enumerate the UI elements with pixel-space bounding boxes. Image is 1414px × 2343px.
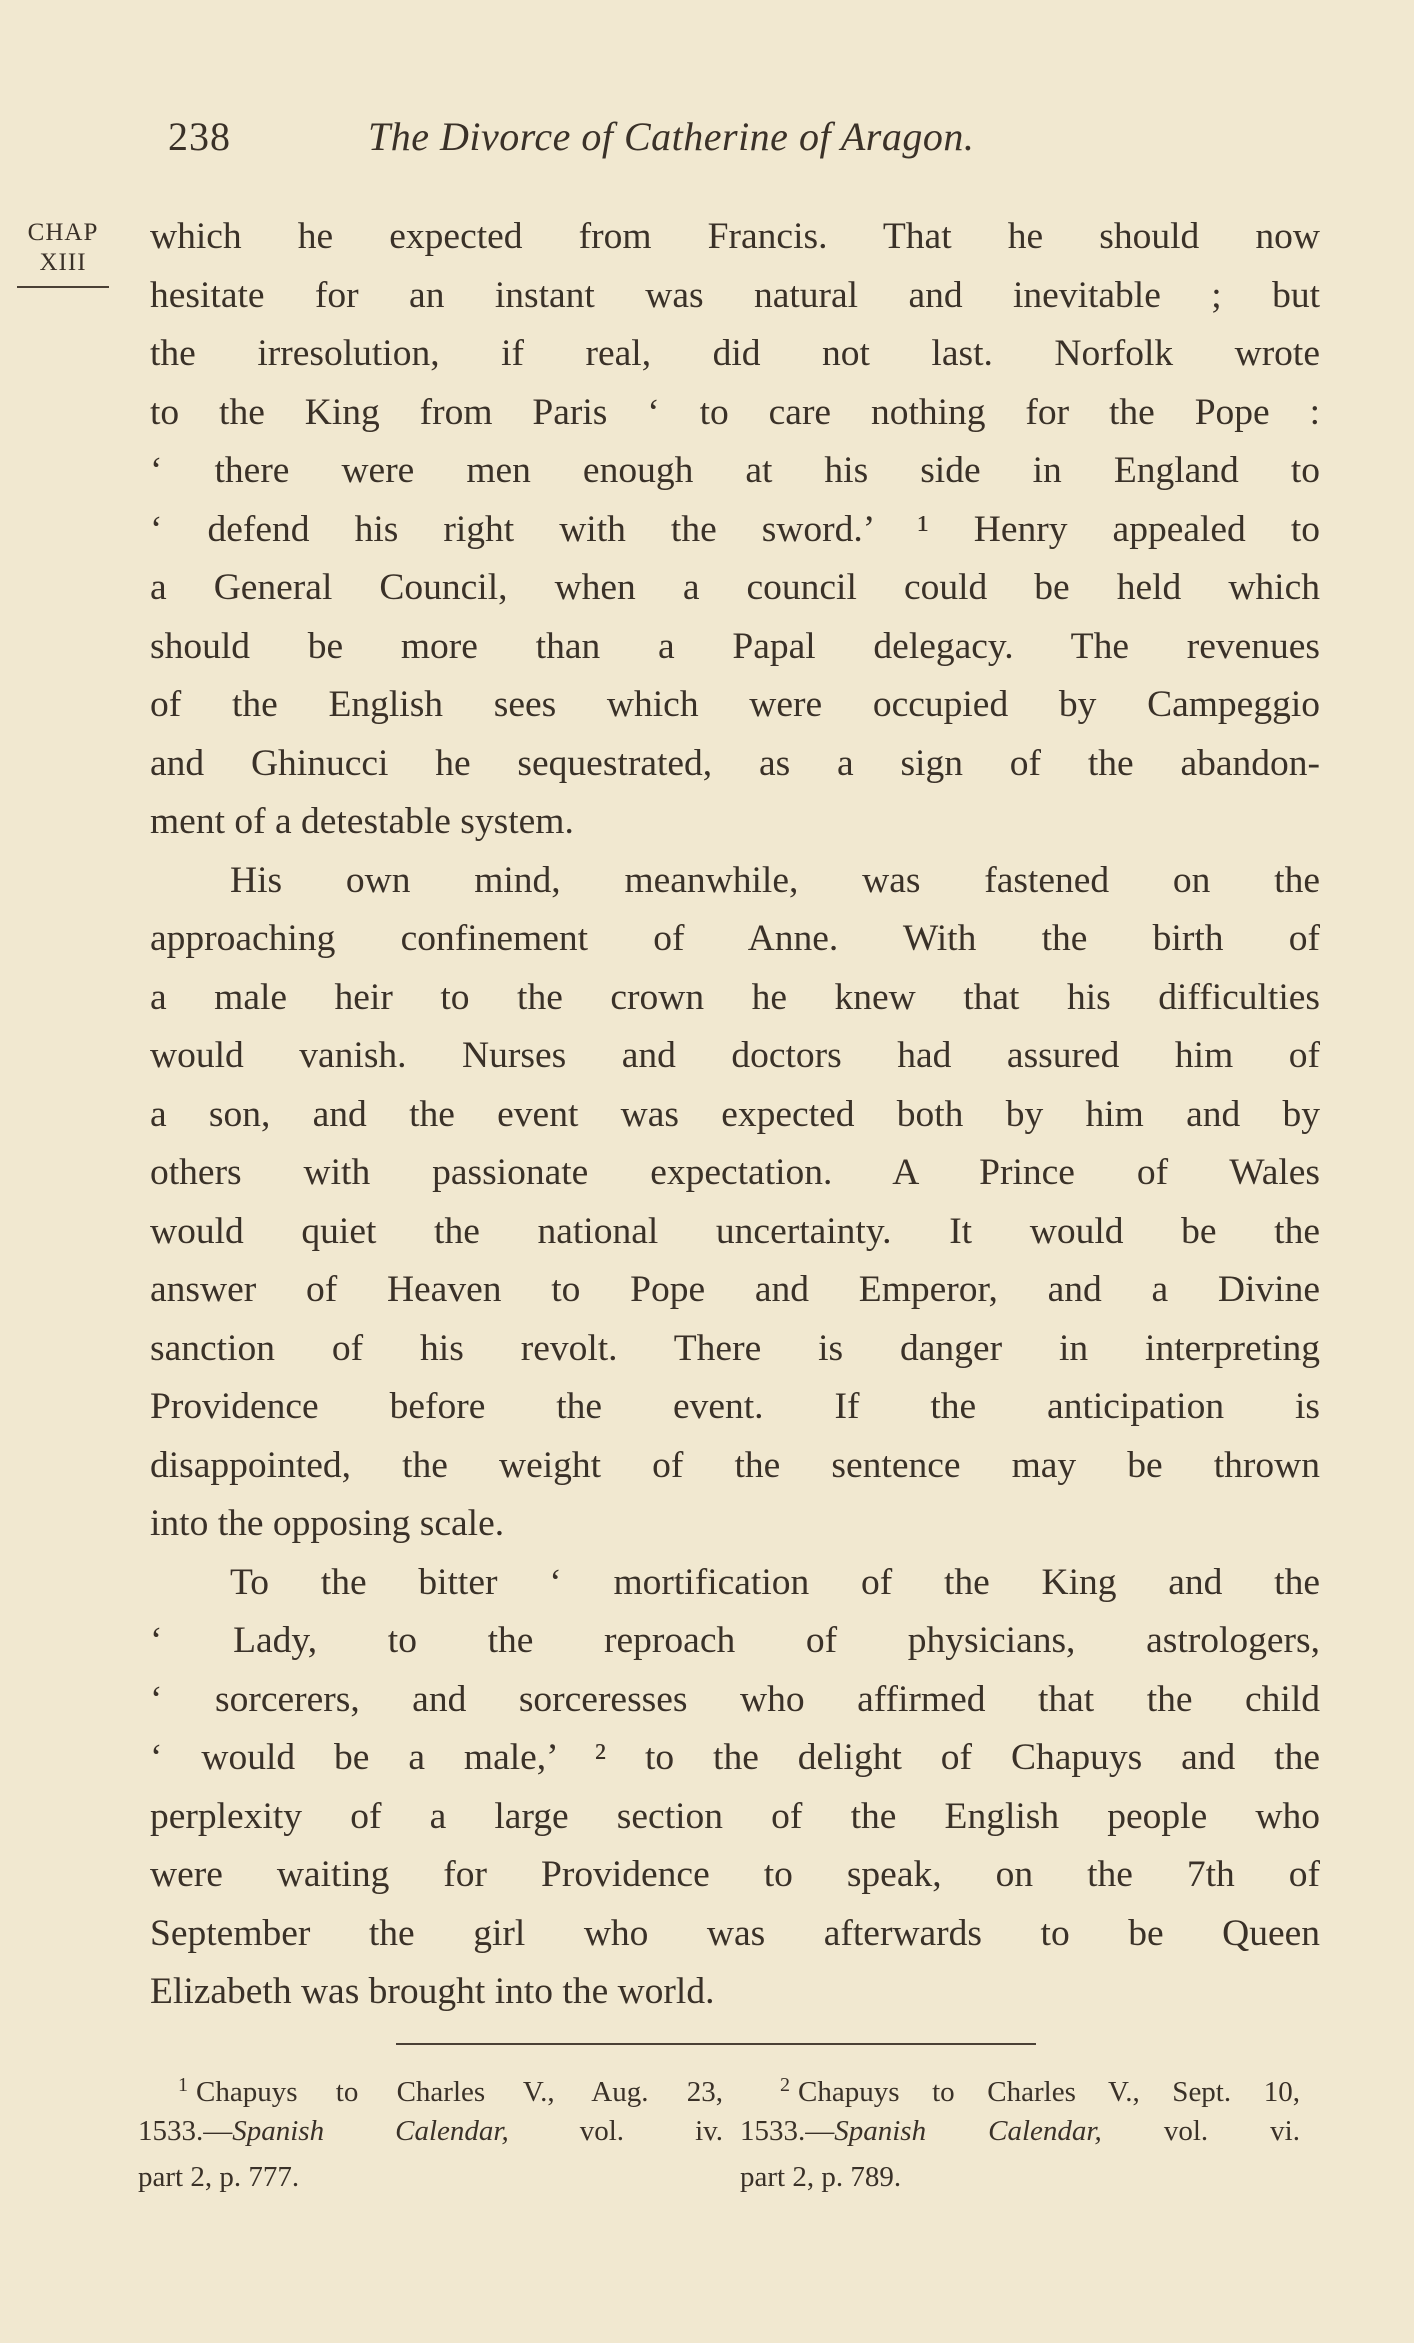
running-title: The Divorce of Catherine of Aragon.: [368, 114, 975, 159]
footnote-line: [138, 2062, 723, 2108]
text-line: Elizabeth was brought into the world.: [150, 1971, 715, 2012]
footnote-marker: 2: [780, 2074, 790, 2096]
chapter-number: XIII: [39, 249, 87, 276]
text-line: September the girl who was afterwards to be Queen: [150, 1912, 1320, 1954]
chapter-margin-note: [12, 218, 114, 288]
text-line: perplexity of a large section of the English people who: [150, 1795, 1320, 1837]
text-line: others with passionate expectation. A Prince of Wales: [150, 1152, 1320, 1193]
footnote-text: Chapuys to Charles V., Aug. 23,: [196, 2076, 723, 2108]
text-line: ‘ defend his right with the sword.’ ¹ Henry appealed to: [150, 508, 1320, 550]
text-line: ment of a detestable system.: [150, 801, 574, 842]
chapter-label: CHAP: [27, 219, 99, 246]
footnote-line: [138, 2108, 723, 2154]
text-line: and Ghinucci he sequestrated, as a sign of the abandon-: [150, 742, 1320, 784]
footnote-citation: Spanish Calendar,: [232, 2115, 509, 2147]
text-line: disappointed, the weight of the sentence may be thrown: [150, 1444, 1320, 1486]
footnote-text: 1533.—: [740, 2115, 835, 2147]
text-line: ‘ Lady, to the reproach of physicians, astrologers,: [150, 1620, 1320, 1661]
text-line: to the King from Paris ‘ to care nothing for the Pope :: [150, 391, 1320, 433]
footnote-text: Chapuys to Charles V., Sept. 10,: [798, 2076, 1300, 2108]
text-line: a son, and the event was expected both by him and by: [150, 1093, 1320, 1135]
footnote-2: [740, 2062, 1300, 2200]
text-line: Providence before the event. If the anticipation is: [150, 1386, 1320, 1427]
text-line: ‘ there were men enough at his side in England to: [150, 450, 1320, 491]
text-line: To the bitter ‘ mortification of the King and the: [230, 1561, 1320, 1603]
text-line: a male heir to the crown he knew that his difficulties: [150, 976, 1320, 1018]
text-line: the irresolution, if real, did not last. Norfolk wrote: [150, 333, 1320, 374]
text-line: hesitate for an instant was natural and inevitable ; but: [150, 274, 1320, 316]
text-line: which he expected from Francis. That he should now: [150, 216, 1320, 257]
text-line: approaching confinement of Anne. With the birth of: [150, 918, 1320, 959]
footnote-text: 1533.—: [138, 2115, 233, 2147]
text-line: ‘ sorcerers, and sorceresses who affirmed that the child: [150, 1678, 1320, 1720]
running-header: [168, 112, 1318, 162]
footnote-text: part 2, p. 777.: [138, 2161, 300, 2193]
footnote-text: part 2, p. 789.: [740, 2161, 902, 2193]
footnote-marker: 1: [178, 2074, 188, 2096]
footnote-line: [740, 2108, 1300, 2154]
margin-rule: [17, 286, 109, 288]
footnote-rule: [396, 2043, 1036, 2045]
text-line: a General Council, when a council could be held which: [150, 567, 1320, 608]
text-line: sanction of his revolt. There is danger in interpreting: [150, 1327, 1320, 1369]
text-line: answer of Heaven to Pope and Emperor, and a Divine: [150, 1269, 1320, 1310]
text-line: were waiting for Providence to speak, on the 7th of: [150, 1854, 1320, 1895]
body-text: [150, 208, 1320, 2022]
footnote-text: vol. iv.: [508, 2115, 724, 2147]
footnote-text: vol. vi.: [1101, 2115, 1300, 2147]
text-line: would quiet the national uncertainty. It would be the: [150, 1210, 1320, 1252]
text-line: into the opposing scale.: [150, 1503, 505, 1544]
text-line: ‘ would be a male,’ ² to the delight of Chapuys and the: [150, 1737, 1320, 1778]
footnote-1: [138, 2062, 723, 2200]
text-line: of the English sees which were occupied by Campeggio: [150, 684, 1320, 725]
text-line: would vanish. Nurses and doctors had assured him of: [150, 1035, 1320, 1076]
text-line: should be more than a Papal delegacy. The revenues: [150, 625, 1320, 667]
footnote-line: [740, 2062, 1300, 2108]
text-line: His own mind, meanwhile, was fastened on the: [230, 859, 1320, 901]
footnote-citation: Spanish Calendar,: [834, 2115, 1102, 2147]
page-number: 238: [168, 114, 231, 159]
